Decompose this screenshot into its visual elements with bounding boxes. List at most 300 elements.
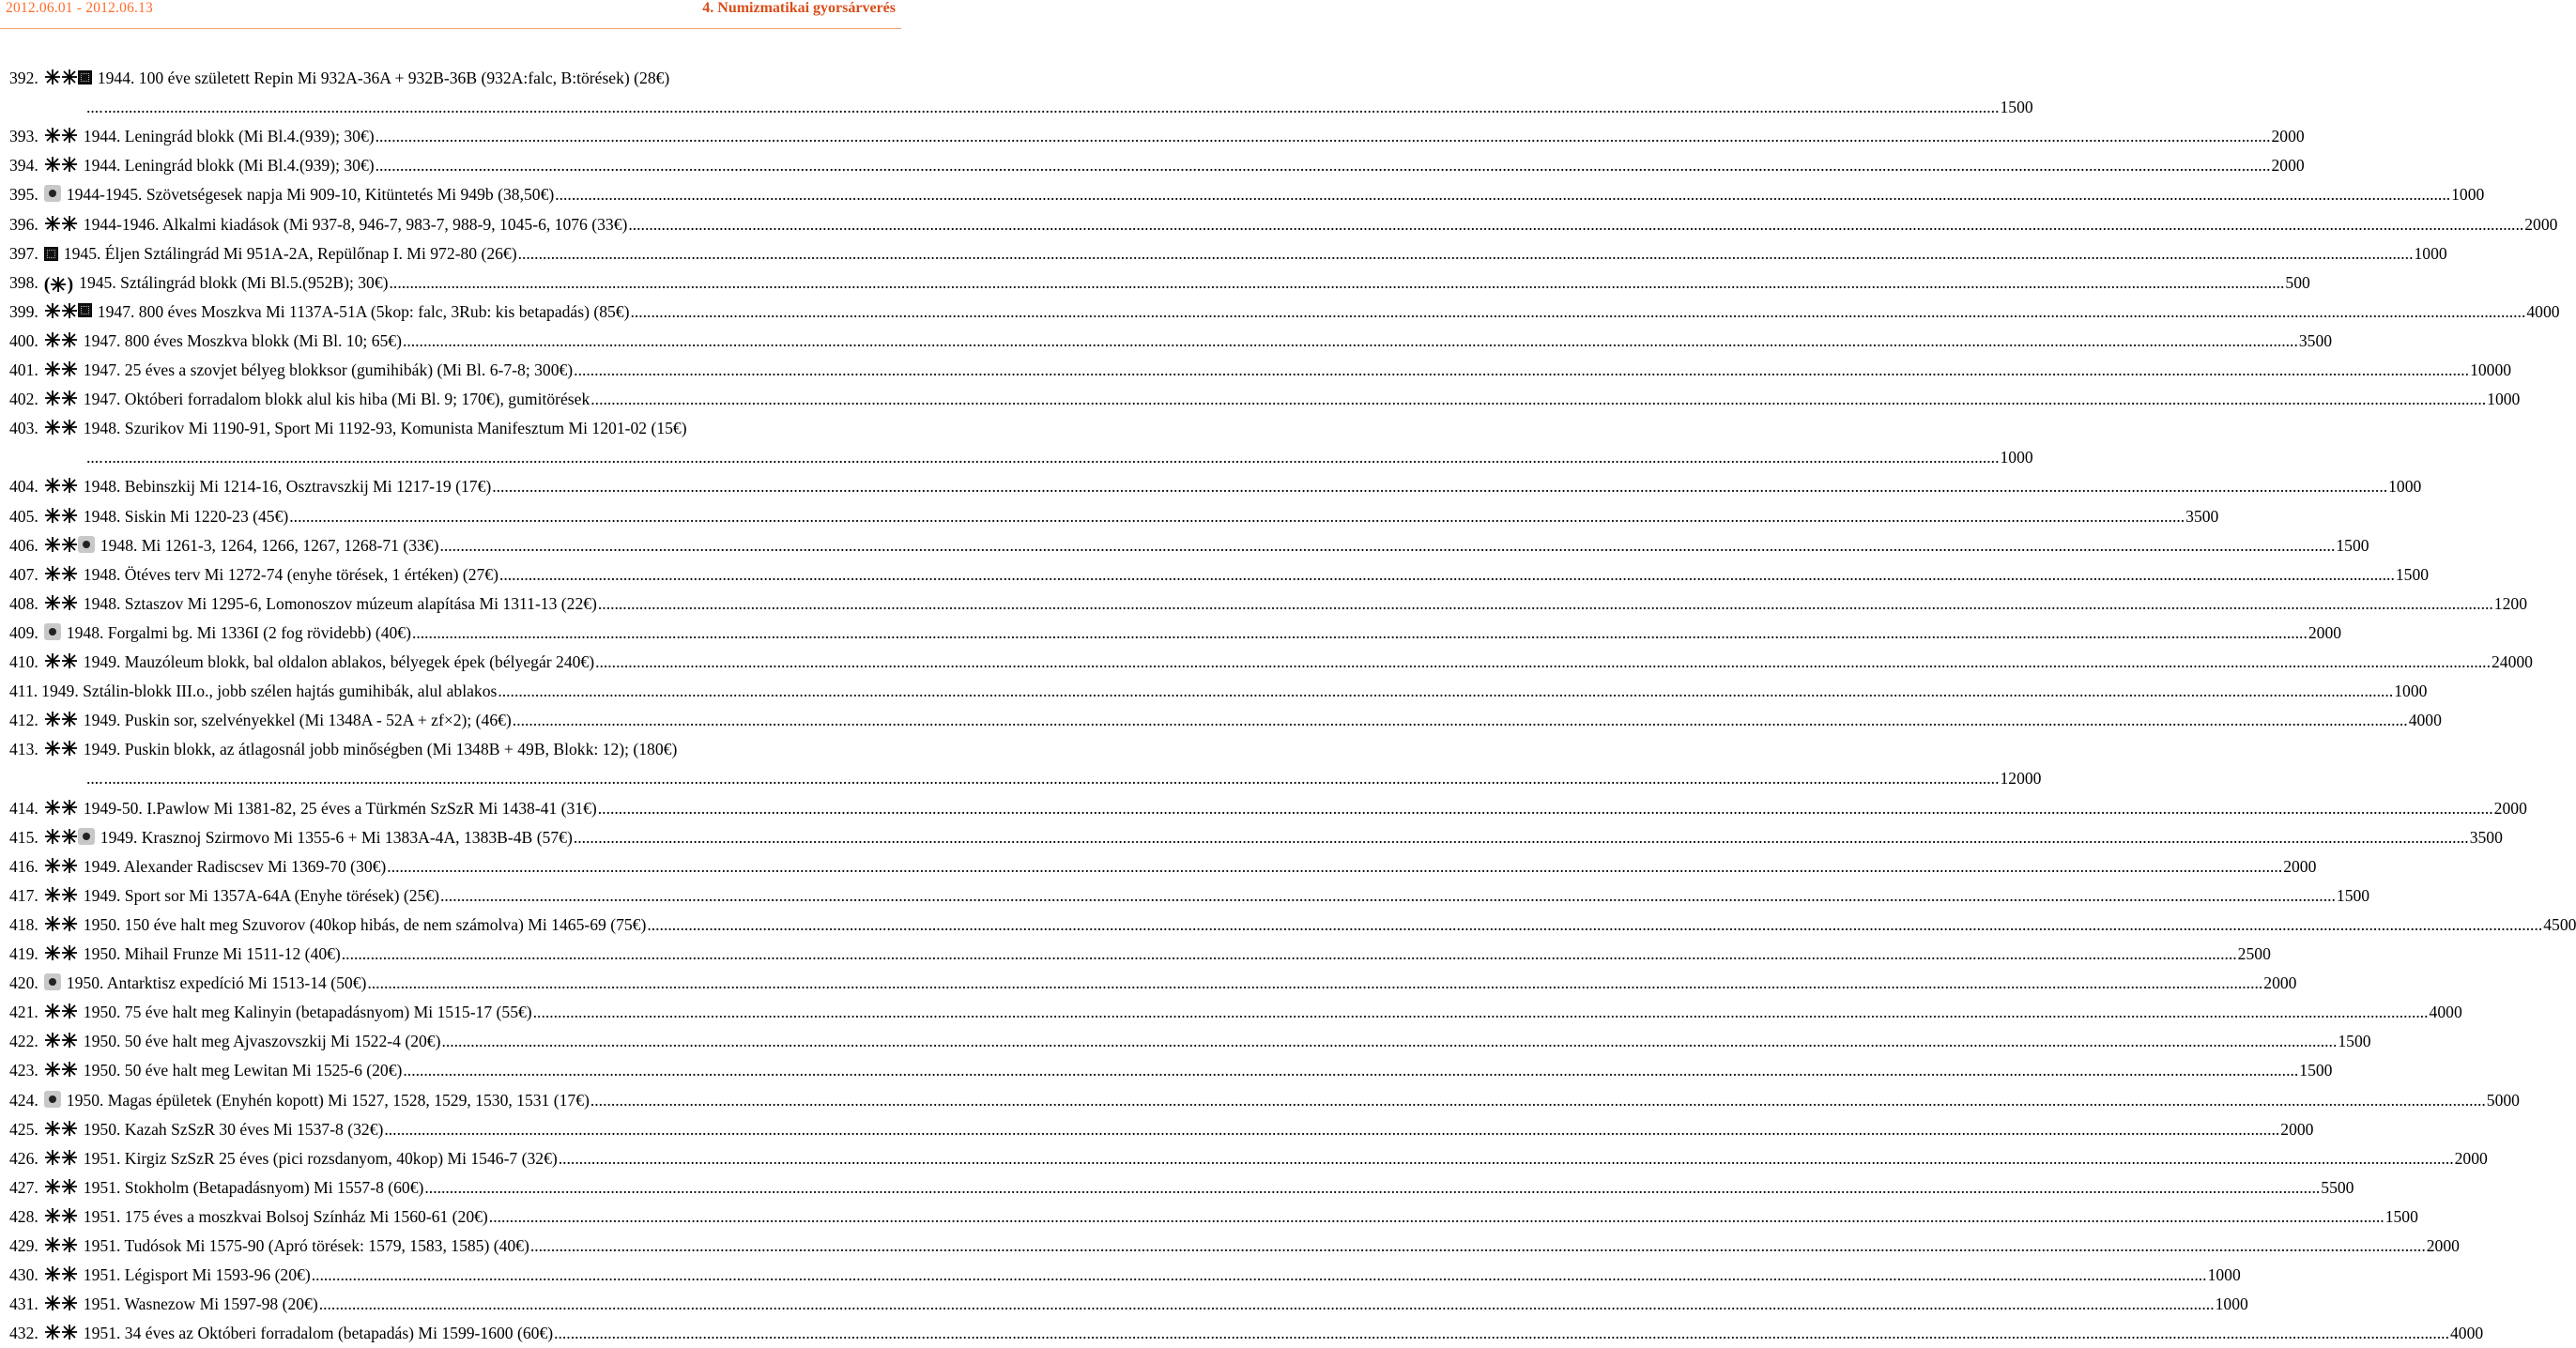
star-icon — [44, 1032, 61, 1049]
lot-number: 412. — [9, 711, 38, 730]
lot-number: 401. — [9, 360, 38, 379]
condition-symbol — [44, 1294, 78, 1311]
dot-leader: ........................................................................................................................................................................................................................................................................................................................................................................................................................................................................... — [590, 1090, 2486, 1110]
condition-symbol — [44, 331, 78, 348]
lot-price: 24000 — [2491, 652, 2533, 671]
dot-leader: ........................................................................................................................................................................................................................................................................................................................................................................................................................................................................... — [555, 185, 2451, 205]
continuation-prefix: .... — [86, 769, 103, 789]
lot-number: 404. — [9, 477, 38, 497]
lot-item — [9, 940, 2271, 969]
lot-price: 3500 — [2298, 330, 2333, 350]
lot-item — [9, 1319, 2484, 1348]
star-icon — [61, 1149, 78, 1166]
lot-number: 432. — [9, 1324, 38, 1343]
lot-item — [9, 1232, 2460, 1261]
lot-number: 406. — [9, 535, 38, 555]
lot-item — [9, 735, 819, 764]
lot-description: 1951. Kirgiz SzSzR 25 éves (pici rozsdanyom, 40kop) Mi 1546-7 (32€) — [83, 1148, 558, 1168]
lot-description: 1948. Szurikov Mi 1190-91, Sport Mi 1192-93, Komunista Manifesztum Mi 1201-02 (15€) — [83, 419, 687, 438]
star-icon — [44, 507, 61, 524]
dot-leader: ........................................................................................................................................................................................................................................................................................................................................................................................................................................................................... — [389, 272, 2285, 292]
lot-item — [9, 677, 2428, 706]
lot-item — [9, 239, 2447, 268]
lot-item-continuation — [86, 93, 2033, 122]
lot-item — [9, 911, 2576, 940]
lot-number: 418. — [9, 914, 38, 934]
star-icon — [61, 1265, 78, 1282]
lot-number: 397. — [9, 243, 38, 263]
condition-symbol — [44, 565, 78, 582]
lot-number: 411. — [9, 682, 38, 701]
lot-price: 1500 — [2336, 885, 2370, 905]
star-in-parentheses-icon: ( ) — [43, 273, 74, 295]
lot-number: 425. — [9, 1119, 38, 1139]
dot-leader: ........................................................................................................................................................................................................................................................................................................................................................................................................................................................................... — [647, 914, 2543, 934]
lot-number: 427. — [9, 1177, 38, 1197]
star-icon — [50, 276, 67, 293]
star-icon — [44, 536, 61, 553]
lot-item — [9, 560, 2430, 590]
block-icon — [78, 303, 92, 317]
lot-item — [9, 969, 2297, 998]
lot-price: 500 — [2285, 272, 2310, 292]
lot-description: 1951. Légisport Mi 1593-96 (20€) — [83, 1265, 311, 1285]
lot-item — [9, 794, 2527, 823]
lot-number: 430. — [9, 1265, 38, 1285]
lot-price: 1000 — [2000, 448, 2033, 467]
star-icon — [44, 127, 61, 144]
dot-leader: ........................................................................................................................................................................................................................................................................................................................................................................................................................................................................... — [375, 127, 2271, 146]
condition-symbol — [44, 419, 78, 436]
condition-symbol — [44, 594, 78, 611]
lot-item — [9, 327, 2333, 356]
star-icon — [61, 944, 78, 961]
star-icon — [61, 1120, 78, 1137]
lot-item — [9, 64, 819, 93]
lot-description: 1950. Kazah SzSzR 30 éves Mi 1537-8 (32€) — [83, 1119, 384, 1139]
star-icon — [44, 390, 61, 406]
star-icon — [44, 799, 61, 816]
lot-number: 423. — [9, 1061, 38, 1080]
star-icon — [61, 360, 78, 377]
stamped-icon — [44, 623, 61, 640]
dot-leader: ........................................................................................................................................................................................................................................................................................................................................................................................................................................................................... — [103, 448, 2000, 467]
lot-item — [9, 648, 2533, 677]
star-icon — [61, 1178, 78, 1195]
lot-description: 1951. Wasnezow Mi 1597-98 (20€) — [83, 1294, 318, 1314]
condition-symbol — [44, 1207, 78, 1224]
dot-leader: ........................................................................................................................................................................................................................................................................................................................................................................................................................................................................... — [103, 769, 2000, 789]
condition-symbol — [44, 1061, 78, 1078]
header-date-range: 2012.06.01 - 2012.06.13 — [6, 0, 154, 16]
lot-description: 1949. Alexander Radiscsev Mi 1369-70 (30€) — [83, 856, 387, 876]
star-icon — [44, 944, 61, 961]
dot-leader: ........................................................................................................................................................................................................................................................................................................................................................................................................................................................................... — [517, 243, 2414, 263]
lot-number: 417. — [9, 885, 38, 905]
star-icon — [61, 1003, 78, 1019]
star-icon — [44, 1324, 61, 1340]
lot-number: 428. — [9, 1206, 38, 1226]
lot-item — [9, 210, 2558, 239]
lot-price: 1200 — [2493, 593, 2527, 613]
lot-price: 2000 — [2426, 1236, 2460, 1255]
dot-leader: ........................................................................................................................................................................................................................................................................................................................................................................................................................................................................... — [440, 885, 2336, 905]
dot-leader: ........................................................................................................................................................................................................................................................................................................................................................................................................................................................................... — [628, 214, 2524, 234]
dot-leader: ........................................................................................................................................................................................................................................................................................................................................................................................................................................................................... — [424, 1177, 2321, 1197]
dot-leader: ........................................................................................................................................................................................................................................................................................................................................................................................................................................................................... — [367, 973, 2263, 993]
lot-item — [9, 1027, 2371, 1056]
star-icon — [61, 828, 78, 845]
condition-symbol — [44, 740, 78, 757]
condition-symbol — [44, 302, 92, 319]
lot-item — [9, 706, 2442, 735]
condition-symbol — [44, 1265, 78, 1282]
star-icon — [61, 69, 78, 85]
block-icon — [78, 70, 92, 84]
condition-symbol — [44, 1091, 61, 1108]
lot-number: 431. — [9, 1294, 38, 1314]
lot-price: 4000 — [2429, 1003, 2462, 1022]
continuation-prefix: .... — [86, 448, 103, 467]
lot-price: 3500 — [2469, 827, 2503, 847]
dot-leader: ........................................................................................................................................................................................................................................................................................................................................................................................................................................................................... — [492, 477, 2388, 497]
condition-symbol — [44, 857, 78, 874]
star-icon — [61, 652, 78, 669]
lot-price: 2000 — [2271, 127, 2305, 146]
star-icon — [44, 360, 61, 377]
lot-description: 1945. Sztálingrád blokk (Mi Bl.5.(952B); 30€) — [79, 272, 389, 292]
lot-price: 1500 — [2336, 535, 2369, 555]
dot-leader: ........................................................................................................................................................................................................................................................................................................................................................................................................................................................................... — [554, 1324, 2449, 1343]
dot-leader: ........................................................................................................................................................................................................................................................................................................................................................................................................................................................................... — [498, 564, 2395, 584]
star-icon — [44, 69, 61, 85]
lot-price: 5500 — [2321, 1177, 2354, 1197]
dot-leader: ........................................................................................................................................................................................................................................................................................................................................................................................................................................................................... — [341, 944, 2237, 963]
lot-description: 1950. Antarktisz expedíció Mi 1513-14 (50€) — [66, 973, 367, 993]
dot-leader: ........................................................................................................................................................................................................................................................................................................................................................................................................................................................................... — [529, 1236, 2426, 1255]
lot-number: 415. — [9, 827, 38, 847]
star-icon — [61, 740, 78, 757]
lot-description: 1951. Tudósok Mi 1575-90 (Apró törések: 1579, 1583, 1585) (40€) — [83, 1236, 529, 1255]
star-icon — [61, 331, 78, 348]
block-icon — [44, 247, 58, 261]
lot-number: 407. — [9, 564, 38, 584]
lot-item-continuation — [86, 764, 2042, 793]
lot-price: 1000 — [2487, 390, 2521, 409]
lot-description: 1944. 100 éve született Repin Mi 932A-36A + 932B-36B (932A:falc, B:törések) (28€) — [97, 69, 670, 87]
lot-description: 1944-1945. Szövetségesek napja Mi 909-10, Kitüntetés Mi 949b (38,50€) — [66, 185, 555, 205]
lot-description: 1950. 50 éve halt meg Ajvaszovszkij Mi 1522-4 (20€) — [83, 1032, 441, 1051]
lot-price: 1000 — [2414, 243, 2447, 263]
lot-description: 1950. 150 éve halt meg Szuvorov (40kop hibás, de nem számolva) Mi 1465-69 (75€) — [83, 914, 647, 934]
lot-number: 420. — [9, 973, 38, 993]
dot-leader: ........................................................................................................................................................................................................................................................................................................................................................................................................................................................................... — [311, 1265, 2207, 1285]
dot-leader: ........................................................................................................................................................................................................................................................................................................................................................................................................................................................................... — [498, 682, 2394, 701]
condition-symbol — [44, 1324, 78, 1340]
star-icon — [44, 477, 61, 494]
condition-symbol — [44, 536, 95, 553]
lot-number: 416. — [9, 856, 38, 876]
lot-price: 1000 — [2207, 1265, 2241, 1285]
star-icon — [44, 1149, 61, 1166]
lot-price: 1500 — [2299, 1061, 2333, 1080]
lot-description: 1945. Éljen Sztálingrád Mi 951A-2A, Repülőnap I. Mi 972-80 (26€) — [63, 243, 517, 263]
lot-number: 424. — [9, 1090, 38, 1110]
header-section-title: 4. Numizmatikai gyorsárverés — [702, 0, 896, 16]
condition-symbol — [44, 828, 95, 845]
condition-symbol — [44, 623, 61, 640]
lot-number: 414. — [9, 798, 38, 818]
condition-symbol — [44, 973, 61, 990]
lot-item — [9, 502, 2219, 531]
lot-number: 413. — [9, 740, 38, 759]
lot-price: 1500 — [2000, 98, 2033, 117]
lot-description: 1950. Mihail Frunze Mi 1511-12 (40€) — [83, 944, 341, 963]
lot-description: 1944. Leningrád blokk (Mi Bl.4.(939); 30€) — [83, 156, 375, 176]
star-icon — [61, 915, 78, 932]
star-icon — [44, 828, 61, 845]
lot-description: 1947. Októberi forradalom blokk alul kis hiba (Mi Bl. 9; 170€), gumitörések — [83, 390, 590, 409]
dot-leader: ........................................................................................................................................................................................................................................................................................................................................................................................................................................................................... — [375, 156, 2271, 176]
lot-price: 1500 — [2395, 564, 2430, 584]
lot-number: 396. — [9, 214, 38, 234]
star-icon — [44, 302, 61, 319]
dot-leader: ........................................................................................................................................................................................................................................................................................................................................................................................................................................................................... — [597, 593, 2493, 613]
lot-item — [9, 1086, 2520, 1115]
star-icon — [61, 886, 78, 903]
lot-description: 1944-1946. Alkalmi kiadások (Mi 937-8, 946-7, 983-7, 988-9, 1045-6, 1076 (33€) — [83, 214, 628, 234]
dot-leader: ........................................................................................................................................................................................................................................................................................................................................................................................................................................................................... — [384, 1119, 2280, 1139]
star-icon — [61, 1294, 78, 1311]
lot-item — [9, 852, 2317, 881]
lot-number: 398. — [9, 272, 38, 292]
stamped-icon — [44, 973, 61, 990]
condition-symbol — [44, 390, 78, 406]
lot-item — [9, 1261, 2241, 1290]
star-icon — [61, 594, 78, 611]
lot-item — [9, 472, 2422, 501]
lot-description: 1948. Ötéves terv Mi 1272-74 (enyhe törések, 1 értéken) (27€) — [83, 564, 498, 584]
lot-description: 1950. 75 éve halt meg Kalinyin (betapadásnyom) Mi 1515-17 (55€) — [83, 1003, 532, 1022]
lot-price: 1000 — [2451, 185, 2485, 205]
lot-price: 4000 — [2408, 711, 2442, 730]
lot-description: 1949. Krasznoj Szirmovo Mi 1355-6 + Mi 1383A-4A, 1383B-4B (57€) — [100, 827, 573, 847]
lot-price: 1000 — [2215, 1294, 2248, 1314]
star-icon — [61, 857, 78, 874]
condition-symbol — [44, 652, 78, 669]
lot-number: 395. — [9, 185, 38, 205]
lot-item — [9, 1056, 2333, 1085]
lot-description: 1948. Bebinszkij Mi 1214-16, Osztravszkij Mi 1217-19 (17€) — [83, 477, 492, 497]
lot-item — [9, 180, 2485, 209]
lot-number: 409. — [9, 622, 38, 642]
lot-number: 419. — [9, 944, 38, 963]
dot-leader: ........................................................................................................................................................................................................................................................................................................................................................................................................................................................................... — [103, 98, 2000, 117]
lot-price: 2000 — [2263, 973, 2297, 993]
lot-price: 3500 — [2185, 506, 2219, 526]
dot-leader: ........................................................................................................................................................................................................................................................................................................................................................................................................................................................................... — [574, 360, 2470, 379]
condition-symbol — [44, 156, 78, 173]
lot-number: 408. — [9, 593, 38, 613]
lot-item — [9, 151, 2305, 180]
stamped-icon — [44, 1091, 61, 1108]
lot-price: 2000 — [2280, 1119, 2314, 1139]
dot-leader: ........................................................................................................................................................................................................................................................................................................................................................................................................................................................................... — [573, 827, 2469, 847]
lot-description: 1951. 34 éves az Októberi forradalom (betapadás) Mi 1599-1600 (60€) — [83, 1324, 554, 1343]
star-icon — [44, 1120, 61, 1137]
lot-price: 12000 — [2000, 769, 2042, 789]
lot-price: 1500 — [2384, 1206, 2418, 1226]
lot-number: 426. — [9, 1148, 38, 1168]
lot-price: 10000 — [2470, 360, 2512, 379]
star-icon — [44, 1003, 61, 1019]
lot-price: 2000 — [2493, 798, 2527, 818]
lot-description: 1949. Puskin sor, szelvényekkel (Mi 1348A - 52A + zf×2); (46€) — [83, 711, 512, 730]
lot-description: 1949-50. I.Pawlow Mi 1381-82, 25 éves a Türkmén SzSzR Mi 1438-41 (31€) — [83, 798, 597, 818]
star-icon — [44, 1061, 61, 1078]
dot-leader: ........................................................................................................................................................................................................................................................................................................................................................................................................................................................................... — [512, 711, 2408, 730]
lot-number: 422. — [9, 1032, 38, 1051]
condition-symbol — [44, 944, 78, 961]
lot-item — [9, 998, 2462, 1027]
dot-leader: ........................................................................................................................................................................................................................................................................................................................................................................................................................................................................... — [595, 652, 2491, 671]
condition-symbol — [44, 799, 78, 816]
lot-number: 421. — [9, 1003, 38, 1022]
dot-leader: ........................................................................................................................................................................................................................................................................................................................................................................................................................................................................... — [488, 1206, 2384, 1226]
lot-item — [9, 1202, 2418, 1232]
dot-leader: ........................................................................................................................................................................................................................................................................................................................................................................................................................................................................... — [387, 856, 2283, 876]
dot-leader: ........................................................................................................................................................................................................................................................................................................................................................................................................................................................................... — [532, 1003, 2429, 1022]
star-icon — [44, 1178, 61, 1195]
dot-leader: ........................................................................................................................................................................................................................................................................................................................................................................................................................................................................... — [403, 1061, 2299, 1080]
dot-leader: ........................................................................................................................................................................................................................................................................................................................................................................................................................................................................... — [558, 1148, 2454, 1168]
star-icon — [61, 1324, 78, 1340]
lot-description: 1951. 175 éves a moszkvai Bolsoj Színház Mi 1560-61 (20€) — [83, 1206, 488, 1226]
lot-number: 399. — [9, 301, 38, 321]
lot-number: 392. — [9, 69, 38, 87]
lot-description: 1948. Mi 1261-3, 1264, 1266, 1267, 1268-71 (33€) — [100, 535, 439, 555]
lot-description: 1947. 800 éves Moszkva blokk (Mi Bl. 10; 65€) — [83, 330, 402, 350]
condition-symbol — [44, 127, 78, 144]
condition-symbol — [44, 915, 78, 932]
star-icon — [61, 419, 78, 436]
star-icon — [44, 886, 61, 903]
lot-description: 1948. Forgalmi bg. Mi 1336I (2 fog rövidebb) (40€) — [66, 622, 411, 642]
lot-description: 1951. Stokholm (Betapadásnyom) Mi 1557-8 (60€) — [83, 1177, 424, 1197]
lot-item — [9, 1173, 2354, 1202]
condition-symbol — [44, 1003, 78, 1019]
lot-item — [9, 823, 2503, 852]
condition-symbol — [44, 1178, 78, 1195]
star-icon — [44, 740, 61, 757]
condition-symbol — [44, 1236, 78, 1253]
star-icon — [61, 1032, 78, 1049]
lot-description: 1949. Sport sor Mi 1357A-64A (Enyhe törések) (25€) — [83, 885, 439, 905]
dot-leader: ........................................................................................................................................................................................................................................................................................................................................................................................................................................................................... — [590, 390, 2487, 409]
star-icon — [61, 127, 78, 144]
star-icon — [61, 536, 78, 553]
star-icon — [61, 390, 78, 406]
star-icon — [61, 215, 78, 232]
star-icon — [44, 1236, 61, 1253]
condition-symbol — [44, 360, 78, 377]
lot-item — [9, 298, 2560, 327]
lot-item — [9, 356, 2512, 385]
star-icon — [44, 156, 61, 173]
star-icon — [44, 652, 61, 669]
lot-number: 400. — [9, 330, 38, 350]
star-icon — [61, 1207, 78, 1224]
lot-item — [9, 1115, 2314, 1144]
star-icon — [61, 565, 78, 582]
condition-symbol — [44, 711, 78, 728]
star-icon — [61, 477, 78, 494]
condition-symbol — [44, 1149, 78, 1166]
lot-description: 1950. Magas épületek (Enyhén kopott) Mi 1527, 1528, 1529, 1530, 1531 (17€) — [66, 1090, 590, 1110]
star-icon — [44, 419, 61, 436]
star-icon — [44, 1294, 61, 1311]
dot-leader: ........................................................................................................................................................................................................................................................................................................................................................................................................................................................................... — [289, 506, 2185, 526]
condition-symbol — [44, 1120, 78, 1137]
dot-leader: ........................................................................................................................................................................................................................................................................................................................................................................................................................................................................... — [402, 330, 2298, 350]
lot-price: 2000 — [2308, 622, 2342, 642]
dot-leader: ........................................................................................................................................................................................................................................................................................................................................................................................................................................................................... — [318, 1294, 2215, 1314]
star-icon — [44, 1265, 61, 1282]
lot-item-continuation — [86, 443, 2033, 472]
condition-symbol — [44, 247, 58, 261]
lot-item — [9, 1144, 2488, 1173]
star-icon — [44, 331, 61, 348]
dot-leader: ........................................................................................................................................................................................................................................................................................................................................................................................................................................................................... — [630, 301, 2526, 321]
lot-price: 4000 — [2526, 301, 2560, 321]
lot-price: 2000 — [2271, 156, 2305, 176]
star-icon — [44, 215, 61, 232]
lot-price: 1500 — [2338, 1032, 2371, 1051]
lot-number: 410. — [9, 652, 38, 671]
star-icon — [61, 711, 78, 728]
lot-description: 1947. 25 éves a szovjet bélyeg blokksor (gumihibák) (Mi Bl. 6-7-8; 300€) — [83, 360, 574, 379]
condition-symbol — [43, 273, 74, 295]
lot-price: 2500 — [2237, 944, 2271, 963]
condition-symbol — [44, 215, 78, 232]
stamped-icon — [78, 828, 95, 845]
star-icon — [61, 507, 78, 524]
star-icon — [44, 594, 61, 611]
lot-description: 1949. Mauzóleum blokk, bal oldalon ablakos, bélyegek épek (bélyegár 240€) — [83, 652, 595, 671]
star-icon — [61, 156, 78, 173]
star-icon — [44, 711, 61, 728]
lot-item — [9, 619, 2342, 648]
lot-number: 394. — [9, 156, 38, 176]
condition-symbol — [44, 886, 78, 903]
stamped-icon — [78, 536, 95, 553]
star-icon — [61, 302, 78, 319]
star-icon — [61, 1236, 78, 1253]
dot-leader: ........................................................................................................................................................................................................................................................................................................................................................................................................................................................................... — [441, 1032, 2338, 1051]
lot-price: 2000 — [2454, 1148, 2488, 1168]
lot-description: 1950. 50 éve halt meg Lewitan Mi 1525-6 (20€) — [83, 1061, 403, 1080]
condition-symbol — [44, 185, 61, 202]
star-icon — [44, 857, 61, 874]
dot-leader: ........................................................................................................................................................................................................................................................................................................................................................................................................................................................................... — [597, 798, 2493, 818]
dot-leader: ........................................................................................................................................................................................................................................................................................................................................................................................................................................................................... — [439, 535, 2336, 555]
lot-item — [9, 1290, 2248, 1319]
lot-item — [9, 590, 2527, 619]
lot-number: 429. — [9, 1236, 38, 1255]
lot-price: 2000 — [2524, 214, 2558, 234]
lot-item — [9, 122, 2305, 151]
lot-number: 402. — [9, 390, 38, 409]
